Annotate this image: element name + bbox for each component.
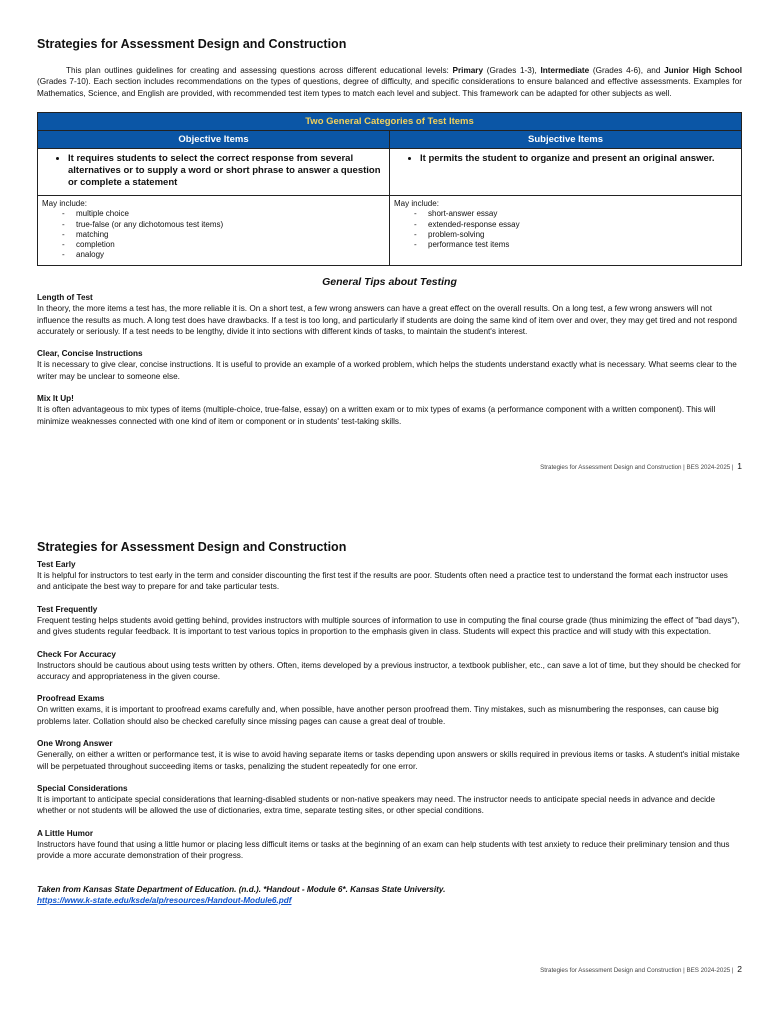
intro-paragraph	[37, 65, 742, 99]
page-number: 1	[737, 461, 742, 471]
section-test-frequently	[37, 604, 742, 638]
citation-link[interactable]: https://www.k-state.edu/ksde/alp/resources/Handout-Module6.pdf	[37, 895, 292, 905]
page-number: 2	[737, 964, 742, 974]
section-heading: Test Frequently	[37, 604, 98, 614]
page-1	[37, 37, 742, 438]
may-include-label: May include:	[394, 199, 439, 209]
objective-definition: • It requires students to select the correct response from several alternatives or to supply a word or short phrase to answer a question or complete a statement	[68, 153, 381, 189]
list-item: - true-false (or any dichotomous test items)	[42, 220, 385, 230]
list-item: - matching	[42, 230, 385, 240]
section-test-early	[37, 559, 742, 593]
section-body: It is helpful for instructors to test early in the term and consider discounting the first test if the results are poor. Students often need a practice test to understand the format each instructor uses and anticipate the best way to prepare for and take particular tests.	[37, 571, 728, 592]
section-heading: Clear, Concise Instructions	[37, 349, 143, 359]
intro-text: (Grades 7-10). Each section includes recommendations on the types of questions, degree of difficulty, and specific considerations to ensure balanced and effective assessments. Examples for Mathematics, Science, and English are provided, with recommended test item types to match each level and subject. This framework can be adapted for other subjects as well.	[37, 77, 742, 98]
list-item: - completion	[42, 240, 385, 250]
section-little-humor	[37, 828, 742, 862]
section-clear-instructions	[37, 348, 742, 382]
section-length-of-test	[37, 292, 742, 337]
section-one-wrong-answer	[37, 738, 742, 772]
list-item: - short-answer essay	[394, 209, 737, 219]
section-body: Instructors should be cautious about using tests written by others. Often, items developed by a previous instructor, a textbook publisher, etc., can save a lot of time, but they should be checked for accuracy and appropriateness in the given course.	[37, 660, 741, 682]
objective-header: Objective Items	[38, 131, 390, 149]
section-heading: Length of Test	[37, 293, 93, 303]
intro-intermediate: Intermediate	[540, 66, 590, 75]
section-body: Generally, on either a written or performance test, it is wise to avoid having separate items or tasks depending upon answers or skills required in previous items or tasks. A student's initial mistake will be perpetuated throughout succeeding items or tasks, penalizing the student repeatedly for one error.	[37, 750, 740, 771]
intro-text: (Grades 4-6), and	[589, 66, 665, 75]
section-heading: A Little Humor	[37, 828, 94, 838]
section-body: In theory, the more items a test has, the more reliable it is. On a short test, a few wrong answers can have a great effect on the overall results. On a long test, a few wrong answers will not influence the results as much. A long test does have drawbacks. If a test is too long, and particularly if students are doing the same kind of item over and over, they may get tired and not respond accurately or seriously. If a test needs to be lengthy, divide it into sections with different kinds of tasks, to maintain the student's interest.	[37, 304, 737, 337]
section-body: On written exams, it is important to proofread exams carefully and, when possible, have another person proofread them. Tiny mistakes, such as misnumbering the responses, can cause big problems later. Collation should also be checked carefully since missing pages can cause a great deal of trouble.	[37, 705, 719, 726]
citation-text: Taken from Kansas State Department of Education. (n.d.). *Handout - Module 6*. Kansas State University.	[37, 884, 446, 894]
section-heading: Test Early	[37, 560, 76, 569]
section-body: Instructors have found that using a little humor or placing less difficult items or tasks at the beginning of an exam can help students with test anxiety to reduce their preliminary tension and thus provide a more accurate demonstration of their progress.	[37, 839, 730, 861]
footer-text: Strategies for Assessment Design and Construction | BES 2024-2025 |	[540, 967, 734, 974]
citation	[37, 884, 742, 906]
subjective-header: Subjective Items	[390, 131, 742, 149]
intro-text: This plan outlines guidelines for creating and assessing questions across different educational levels:	[66, 66, 453, 75]
section-mix-it-up	[37, 393, 742, 427]
section-body: It is often advantageous to mix types of items (multiple-choice, true-false, essay) on a written exam or to mix types of exams (a performance component with a written component). This will minimize weaknesses connected with one kind of item or component or in students' test-taking skills.	[37, 405, 716, 426]
intro-primary: Primary	[452, 66, 484, 75]
page-footer-1	[540, 461, 742, 471]
list-item: - analogy	[42, 250, 385, 260]
section-proofread-exams	[37, 693, 742, 727]
categories-table	[37, 112, 742, 266]
footer-text: Strategies for Assessment Design and Construction | BES 2024-2025 |	[540, 464, 734, 471]
objective-definition-cell	[38, 149, 390, 196]
section-heading: One Wrong Answer	[37, 739, 113, 749]
objective-includes-cell	[38, 196, 390, 266]
section-check-accuracy	[37, 649, 742, 683]
table-title: Two General Categories of Test Items	[38, 113, 742, 131]
page-2	[37, 540, 742, 906]
subjective-includes-cell	[390, 196, 742, 266]
section-heading: Check For Accuracy	[37, 649, 116, 659]
page-title: Strategies for Assessment Design and Construction	[37, 540, 347, 554]
intro-text: (Grades 1-3),	[483, 66, 541, 75]
tips-title: General Tips about Testing	[322, 276, 457, 289]
section-body: Frequent testing helps students avoid getting behind, provides instructors with multiple sources of information to use in computing the final course grade (thus minimizing the effect of "bad days"), and gives students regular feedback. It is important to test various topics in proportion to the emphasis given in class. Students will expect this practice and will study with this expectation.	[37, 615, 740, 637]
may-include-label: May include:	[42, 199, 87, 209]
section-body: It is necessary to give clear, concise instructions. It is useful to provide an example of a worked problem, which helps the students understand exactly what is necessary. What seems clear to the writer may be unclear to someone else.	[37, 360, 737, 381]
list-item: - extended-response essay	[394, 220, 737, 230]
page-footer-2	[540, 964, 742, 974]
section-heading: Special Considerations	[37, 784, 128, 794]
list-item: - performance test items	[394, 240, 737, 250]
section-body: It is important to anticipate special considerations that learning-disabled students or non-native speakers may need. The instructor needs to anticipate special needs in advance and decide whether or not students will be allowed the use of dictionaries, extra time, separate testing sites, or other special conditions.	[37, 795, 715, 816]
section-heading: Proofread Exams	[37, 694, 105, 704]
section-special-considerations	[37, 783, 742, 817]
intro-junior-high: Junior High School	[664, 66, 742, 75]
page-title: Strategies for Assessment Design and Construction	[37, 37, 347, 51]
list-item: - multiple choice	[42, 209, 385, 219]
list-item: - problem-solving	[394, 230, 737, 240]
section-heading: Mix It Up!	[37, 394, 74, 404]
subjective-definition: • It permits the student to organize and present an original answer.	[420, 153, 733, 165]
subjective-definition-cell	[390, 149, 742, 196]
